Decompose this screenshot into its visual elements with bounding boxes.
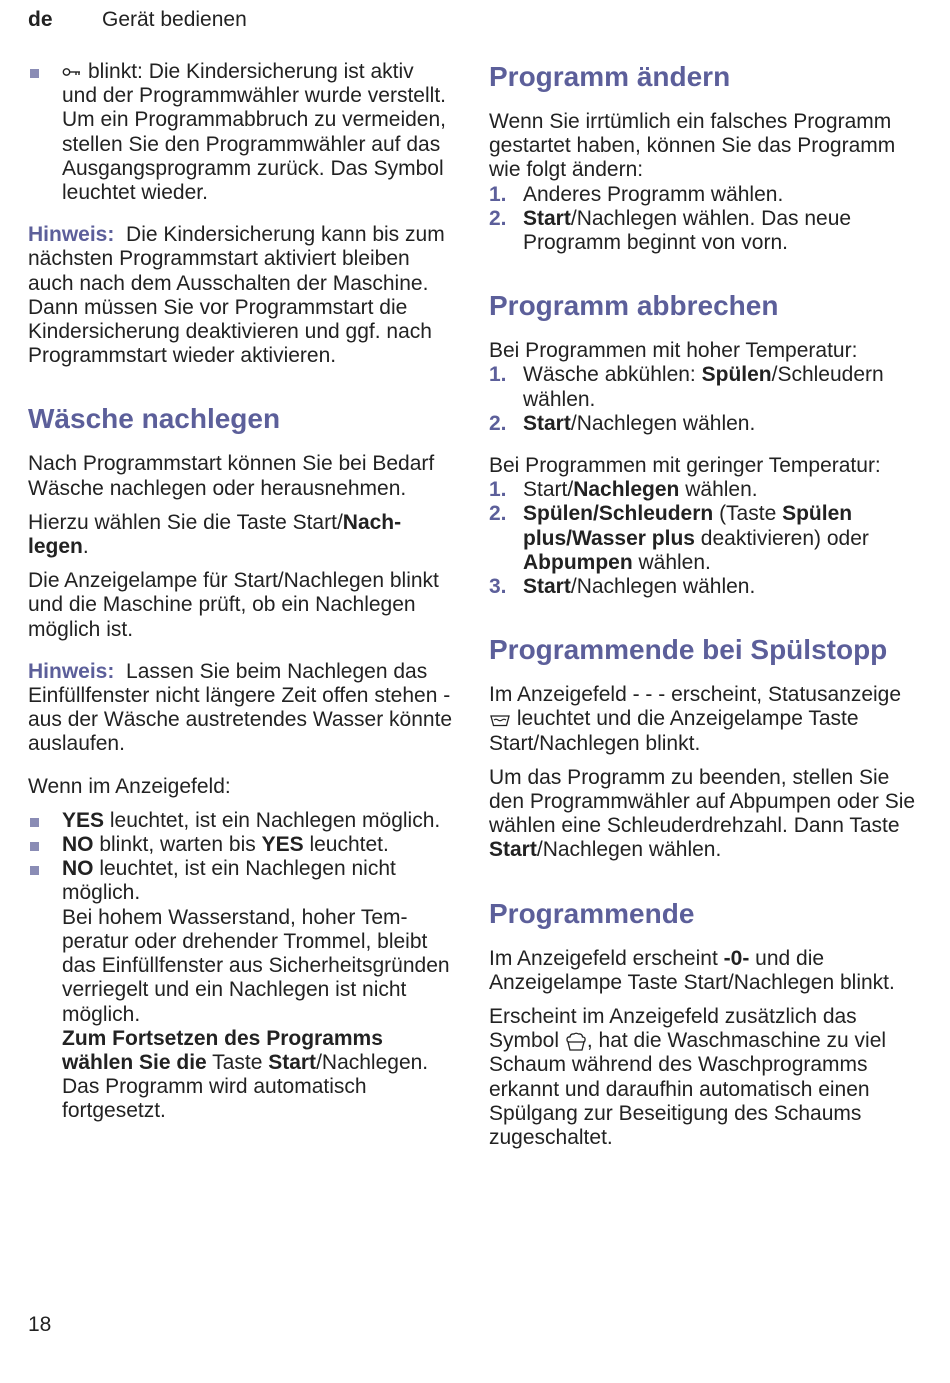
hint-label: Hinweis: [28, 223, 115, 247]
step-number: 2. [489, 411, 507, 435]
bold-text: Start [523, 206, 571, 230]
list-item [28, 833, 453, 857]
list-item [489, 575, 919, 599]
section-title-waesche-nachlegen: Wäsche nachlegen [28, 403, 281, 435]
text-span: Taste [206, 1050, 269, 1074]
bold-text: Start [523, 411, 571, 435]
text-span: Hierzu wählen Sie die Taste Start/ [28, 510, 343, 534]
text-span: leuchtet. [303, 833, 389, 857]
text-span: leuchtet und die Anzeigelampe Taste Start/Nachlegen blinkt. [489, 707, 859, 755]
page-number: 18 [28, 1313, 52, 1336]
bold-text: Start [489, 838, 537, 862]
step-number: 1. [489, 182, 507, 206]
list-item [489, 207, 919, 255]
step-text: /Schleudern wählen. [523, 363, 884, 411]
paragraph [489, 766, 919, 863]
text-span: und die Anzeigelampe Taste Start/Nachlegen blinkt. [489, 946, 895, 994]
bold-text: -0- [723, 946, 750, 970]
tub-icon [489, 713, 511, 727]
list-item-text: Bei hohem Wasserstand, hoher Temperatur oder drehender Trommel, bleibt das Einfüllfenster aus Sicherheitsgründen verriegelt und ein Nachlegen ist nicht möglich. [62, 905, 450, 1026]
section-title-programmende-bei-spuelstopp: Programmende bei Spülstopp [489, 634, 888, 666]
list-item [28, 809, 453, 833]
bold-text: Wasser plus [572, 526, 695, 550]
hint-paragraph [28, 223, 453, 296]
step-number: 2. [489, 206, 507, 230]
list-item [28, 60, 453, 205]
page-header [28, 7, 247, 33]
list-item-text [62, 1027, 453, 1124]
paragraph: Bei Programmen mit geringer Temperatur: [489, 454, 881, 478]
text-span: . [82, 535, 89, 559]
text-span: /Nachlegen wählen. [536, 838, 722, 862]
text-span: , hat die Waschmaschine zu viel Schaum während des Waschprogramms erkannt und daraufhin automatisch einen Spülgang zur Beseitigung des Schaums zugeschaltet. [489, 1029, 887, 1150]
bold-text: / [593, 502, 599, 526]
paragraph [489, 1005, 919, 1150]
bold-text: Spülen plus [523, 502, 853, 550]
bold-text: YES [62, 808, 105, 832]
text-span: leuchtet, ist ein Nachlegen nicht möglich. [62, 857, 396, 905]
step-text: /Nachlegen wählen. [570, 411, 756, 435]
language-code: de [28, 8, 53, 31]
steps-list [489, 478, 919, 599]
text-span: Im Anzeigefeld erscheint [489, 946, 724, 970]
step-number: 1. [489, 478, 507, 502]
section-title-programm-aendern: Programm ändern [489, 61, 731, 92]
step-text: Wäsche abkühlen: [523, 363, 702, 387]
step-text: /Nachlegen wählen. Das neue Programm beginnt von vorn. [523, 206, 852, 255]
steps-list [489, 363, 919, 436]
step-number: 1. [489, 363, 507, 387]
section-title-programmende: Programmende [489, 897, 695, 929]
hint-label: Hinweis: [28, 659, 115, 683]
step-text: wählen. [632, 550, 711, 574]
text-span: /Nachlegen. Das Programm wird automatisch fortgesetzt. [62, 1050, 429, 1123]
display-status-list [28, 809, 453, 1124]
paragraph [489, 683, 919, 756]
hint-text: Die Kindersicherung kann bis zum nächsten Programmstart aktiviert bleiben auch nach dem Ausschalten der Maschine. [28, 223, 445, 295]
bullet-text: blinkt: Die Kindersicherung ist aktiv und der Programmwähler wurde verstellt. Um ein Programmabbruch zu vermeiden, stellen Sie den Programmwähler auf das Ausgangsprogramm zurück. Das Symbol leuchtet wieder. [62, 60, 446, 205]
step-number: 3. [489, 575, 507, 599]
paragraph [28, 511, 453, 559]
list-item [489, 412, 919, 436]
step-text: wählen. [679, 478, 758, 502]
text-span: leuchtet, ist ein Nachlegen möglich. [104, 808, 441, 832]
foam-icon [565, 1032, 587, 1052]
bold-text: Nachlegen [573, 478, 680, 502]
bold-text: NO [62, 857, 94, 881]
bold-text: YES [261, 833, 304, 857]
steps-list [489, 183, 919, 256]
list-item [489, 183, 919, 207]
child-lock-bullet-list [28, 60, 453, 205]
bold-text: Start [523, 575, 571, 599]
bold-text: NO [62, 833, 94, 857]
list-item [28, 857, 453, 1123]
paragraph: Die Anzeigelampe für Start/Nachlegen blinkt und die Maschine prüft, ob ein Nachlegen möglich ist. [28, 569, 439, 641]
step-text: Anderes Programm wählen. [523, 182, 784, 206]
hint-paragraph [28, 660, 453, 757]
list-item [489, 363, 919, 411]
list-item [489, 478, 919, 502]
text-span: Im Anzeigefeld - - - erscheint, Statusanzeige [489, 683, 902, 707]
text-span: blinkt, warten bis [93, 833, 262, 857]
step-text: /Nachlegen wählen. [570, 575, 756, 599]
key-icon [62, 66, 82, 78]
bold-text: Spülen [701, 363, 772, 387]
paragraph: Wenn Sie irrtümlich ein falsches Programm gestartet haben, können Sie das Programm wie folgt ändern: [489, 110, 896, 182]
step-text: (Taste [713, 502, 783, 526]
bold-text: Nachlegen [28, 510, 402, 559]
list-item [489, 502, 919, 575]
paragraph: Wenn im Anzeigefeld: [28, 774, 231, 798]
text-span: Um das Programm zu beenden, stellen Sie den Programmwähler auf Abpumpen oder Sie wählen eine Schleuderdrehzahl. Dann Taste [489, 765, 916, 838]
header-title: Gerät bedienen [102, 8, 247, 31]
hint-paragraph-continued: Dann müssen Sie vor Programmstart die Kindersicherung deaktivieren und ggf. nach Programmstart wieder aktivieren. [28, 295, 432, 368]
bold-text: Schleudern [598, 502, 714, 526]
hint-text: Lassen Sie beim Nachlegen das Einfüllfenster nicht längere Zeit offen stehen - aus der Wäsche austretendes Wasser könnte auslaufen. [28, 659, 453, 756]
step-number: 2. [489, 502, 507, 526]
right-column [489, 60, 919, 1150]
paragraph: Bei Programmen mit hoher Temperatur: [489, 339, 858, 363]
section-title-programm-abbrechen: Programm abbrechen [489, 290, 779, 322]
paragraph [489, 947, 919, 995]
step-text: Start/ [523, 478, 574, 502]
text-span: Erscheint im Anzeigefeld zusätzlich das Symbol [489, 1005, 857, 1053]
bold-text: Spülen [523, 502, 594, 526]
bold-text: Zum Fortsetzen des Programms wählen Sie die [62, 1026, 383, 1074]
paragraph: Nach Programmstart können Sie bei Bedarf Wäsche nachlegen oder herausnehmen. [28, 452, 435, 500]
bold-text: Abpumpen [523, 550, 633, 574]
left-column [28, 60, 453, 1124]
bold-text: / [566, 526, 573, 550]
bold-text: Start [268, 1050, 317, 1074]
step-text: deaktivieren) oder [694, 526, 869, 550]
